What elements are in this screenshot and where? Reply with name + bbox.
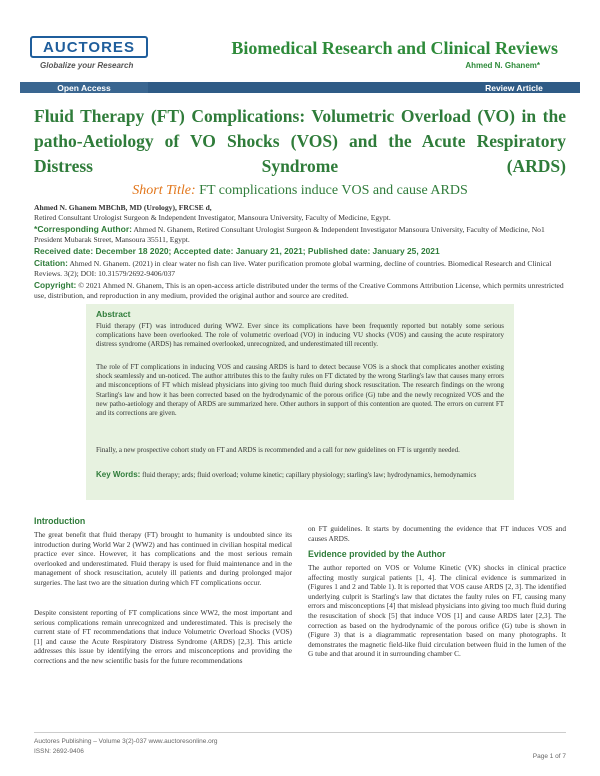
journal-title: Biomedical Research and Clinical Reviews (231, 38, 558, 58)
abstract-p1: Fluid therapy (FT) was introduced during WW2. Ever since its complications have been frequently reported but notably some serious complications have been overlooked. The role of volumetric overload (VO) in inducing VU shocks (VOS) and causing the acute respiratory distress syndrome (ARDS) has remained overlooked, unrecognized, and underestimated till recently. (96, 322, 504, 349)
abstract-p2: The role of FT complications in inducing VOS and causing ARDS is hard to detect because VOS is a shock that complicates another existing shock seamlessly and un-noticed. The author attributes this to the faulty rules on FT dictated by the wrong Starling's law that causes many errors and misconceptions of FT which mislead physicians into giving too much fluid during shock resuscitation. The research findings on the wrong Starling's law and how it has been corrected based on the hydrodynamic of the porous orifice (G) tube and the newly recognized VOS and the new patho-aetiology and therapy of ARDS are summarized here. Other authors in support of this contention are quoted. The errors on current FT and its corrections are given. (96, 363, 504, 418)
intro-heading: Introduction (34, 516, 86, 526)
short-title-text: FT complications induce VOS and cause ARDS (199, 183, 468, 198)
open-access-label: Open Access (20, 82, 148, 93)
logo-tagline: Globalize your Research (40, 61, 134, 70)
footer-publisher: Auctores Publishing – Volume 3(2)-037 www.auctoresonline.org (34, 738, 218, 745)
keywords-text: fluid therapy; ards; fluid overload; volume kinetic; capillary physiology; starling's law; hydrodynamics, hemodynamics (142, 471, 477, 479)
auctores-logo: AUCTORES (30, 36, 148, 58)
corresponding-author (34, 224, 566, 245)
short-title-label: Short Title: (132, 183, 196, 198)
footer-divider (34, 732, 566, 733)
footer-issn: ISSN: 2692-9406 (34, 748, 84, 755)
keywords (96, 470, 504, 480)
evidence-heading: Evidence provided by the Author (308, 549, 446, 559)
corresponding-text: Ahmed N. Ghanem, Retired Consultant Urologist Surgeon & Independent Investigator Mansoura University, Faculty of Medicine, No1 President Mubarak Street, Mansoura 35511, Egypt. (34, 225, 545, 244)
authors: Ahmed N. Ghanem MBChB, MD (Urology), FRCSE d, (34, 203, 212, 212)
copyright-text: © 2021 Ahmed N. Ghanem, This is an open-access article distributed under the terms of the Creative Commons Attribution License, which permits unrestricted use, distribution, and reproduction in any medium, provided the original author and source are credited. (34, 281, 564, 300)
citation-text: Ahmed N. Ghanem. (2021) in clear water no fish can live. Water purification promote global warming, decline of countries. Biomedical Research and Clinical Reviews. 3(2); DOI: 10.31579/2692-9406/037 (34, 259, 552, 278)
article-title: Fluid Therapy (FT) Complications: Volumetric Overload (VO) in the patho-Aetiology of VO Shocks (VOS) and the Acute Respiratory Distress Syndrome (ARDS) (34, 106, 566, 176)
short-title (0, 183, 600, 199)
page-number: Page 1 of 7 (532, 753, 566, 760)
header-author: Ahmed N. Ghanem* (465, 61, 540, 70)
abstract-heading: Abstract (96, 309, 131, 319)
article-type-label: Review Article (485, 82, 543, 93)
intro-p2: Despite consistent reporting of FT complications since WW2, the most important and serious complications remain unrecognized and underestimated. This is precisely the current state of FT recommendations that induce Volumetric Overload Shocks (VOS) [1] and cause the Acute Respiratory Distress Syndrome (ARDS) [2,3]. This article addresses this issue by identifying the errors and misconceptions and providing the corrections and the new scientific basis for the future recommendations (34, 608, 292, 665)
copyright-label: Copyright: (34, 280, 77, 290)
citation-label: Citation: (34, 258, 68, 268)
dates (34, 246, 566, 257)
intro-p3: on FT guidelines. It starts by documenting the evidence that FT induces VOS and causes ARDS. (308, 524, 566, 543)
corresponding-label: *Corresponding Author: (34, 224, 133, 234)
copyright (34, 280, 566, 301)
intro-p1: The great benefit that fluid therapy (FT) brought to humanity is undoubted since its introduction during World War 2 (WW2) and has continued in civilian hospital medical practice ever since. However, it has complications and the most serious remain overlooked and underestimated. Fluid therapy is used for fluid maintenance and in the management of shock resuscitation, acutely ill patients and during prolonged major surgeries. The last two are the situation during which FT complications occur. (34, 530, 292, 587)
affiliation: Retired Consultant Urologist Surgeon & Independent Investigator, Mansoura University, Faculty of Medicine, Egypt. (34, 213, 391, 222)
evidence-p1: The author reported on VOS or Volume Kinetic (VK) shocks in clinical practice affecting mostly surgical patients [1, 4]. The clinical evidence is summarized in (Figures 1 and 2 and Table 1). It is reported that VOS cause ARDS [2, 3]. The identified underlying culprit is Starling's law that dictates the faulty rules on FT, causing many errors and misconceptions [4] that mislead physicians into giving too much fluid during the resuscitation of shock [5] that induce VOS [1] and cause ARDS later [2,3]. The correction as based on the hydrodynamic of the porous orifice (G) tube is shown in (Figure 3) that is a diagrammatic representation based on many photographs. It demonstrates the magnetic field-like fluid circulation between fluid in the lumen of the G tube and that around it in surrounding chamber C. (308, 563, 566, 659)
keywords-label: Key Words: (96, 470, 141, 479)
citation (34, 258, 566, 279)
abstract-p3: Finally, a new prospective cohort study on FT and ARDS is recommended and a call for new guidelines on FT is urgently needed. (96, 446, 460, 454)
dates-text: Received date: December 18 2020; Accepted date: January 21, 2021; Published date: January 25, 2021 (34, 246, 440, 256)
